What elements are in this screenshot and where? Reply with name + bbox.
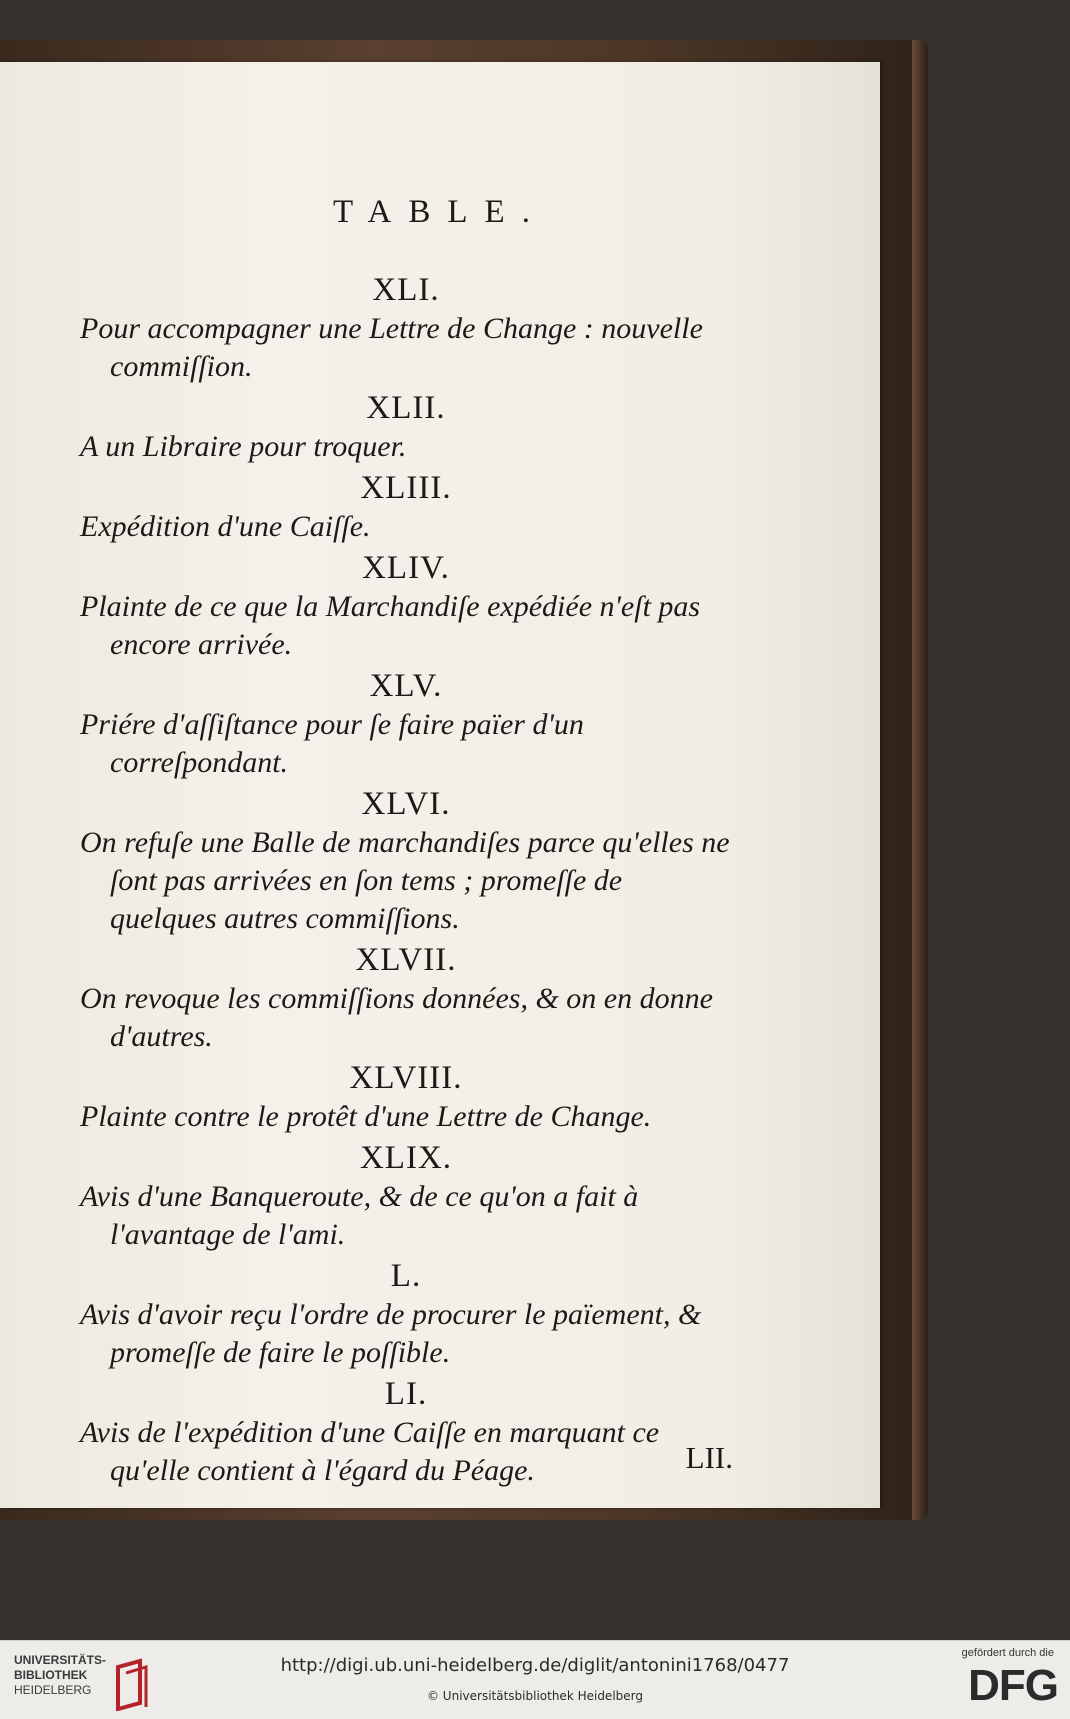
entry-text: On refuſe une Balle de marchandiſes parce qu'elles ne ſont pas arrivées en ſon tems ; promeſſe de quelques autres commiſſions. <box>80 826 730 935</box>
toc-entry <box>80 468 732 546</box>
permalink-url[interactable]: http://digi.ub.uni-heidelberg.de/diglit/antonini1768/0477 <box>280 1655 790 1676</box>
toc-entry <box>80 1138 732 1254</box>
toc-entry <box>80 1058 732 1136</box>
viewer-footer <box>0 1640 1070 1719</box>
entry-number: XLV. <box>369 668 443 704</box>
toc-entry <box>80 270 732 386</box>
cover-edge <box>912 40 928 1520</box>
table-of-contents <box>80 270 732 1492</box>
logo-line-2: BIBLIOTHEK <box>14 1668 88 1682</box>
entry-number: XLII. <box>366 390 446 426</box>
logo-line-1: UNIVERSITÄTS- <box>14 1653 107 1667</box>
entry-number: LI. <box>384 1376 428 1412</box>
toc-entry <box>80 388 732 466</box>
sponsor-caption: gefördert durch die <box>961 1647 1054 1659</box>
entry-number: XLIV. <box>362 550 450 586</box>
copyright-notice: © Universitätsbibliothek Heidelberg <box>426 1689 643 1703</box>
entry-number: XLI. <box>372 272 440 308</box>
entry-text: Avis d'avoir reçu l'ordre de procurer le païement, & promeſſe de faire le poſſible. <box>80 1298 702 1369</box>
dfg-logo[interactable]: DFG <box>968 1661 1058 1710</box>
entry-text: On revoque les commiſſions données, & on en donne d'autres. <box>80 982 713 1053</box>
toc-entry <box>80 940 732 1056</box>
entry-number: XLIII. <box>360 470 452 506</box>
toc-entry <box>80 548 732 664</box>
entry-text: Plainte de ce que la Marchandiſe expédiée n'eſt pas encore arrivée. <box>80 590 701 661</box>
entry-number: XLVII. <box>355 942 457 978</box>
entry-text: Expédition d'une Caiſſe. <box>80 510 371 543</box>
entry-number: XLIX. <box>359 1140 453 1176</box>
entry-text: Plainte contre le protêt d'une Lettre de Change. <box>80 1100 652 1133</box>
toc-entry <box>80 666 732 782</box>
logo-line-3: HEIDELBERG <box>14 1683 92 1697</box>
entry-text: Avis d'une Banqueroute, & de ce qu'on a fait à l'avantage de l'ami. <box>80 1180 639 1251</box>
entry-number: XLVIII. <box>349 1060 463 1096</box>
entry-number: L. <box>390 1258 422 1294</box>
entry-text: Pour accompagner une Lettre de Change : nouvelle commiſſion. <box>80 312 703 383</box>
catchword: LII. <box>685 1440 733 1475</box>
page-heading: TABLE. <box>333 194 547 230</box>
entry-text: Avis de l'expédition d'une Caiſſe en marquant ce qu'elle contient à l'égard du Péage. <box>80 1416 660 1487</box>
entry-text: A un Libraire pour troquer. <box>80 430 407 463</box>
toc-entry <box>80 1256 732 1372</box>
entry-number: XLVI. <box>361 786 451 822</box>
entry-text: Priére d'aſſiſtance pour ſe faire païer d'un correſpondant. <box>80 708 584 779</box>
toc-entry <box>80 784 732 938</box>
